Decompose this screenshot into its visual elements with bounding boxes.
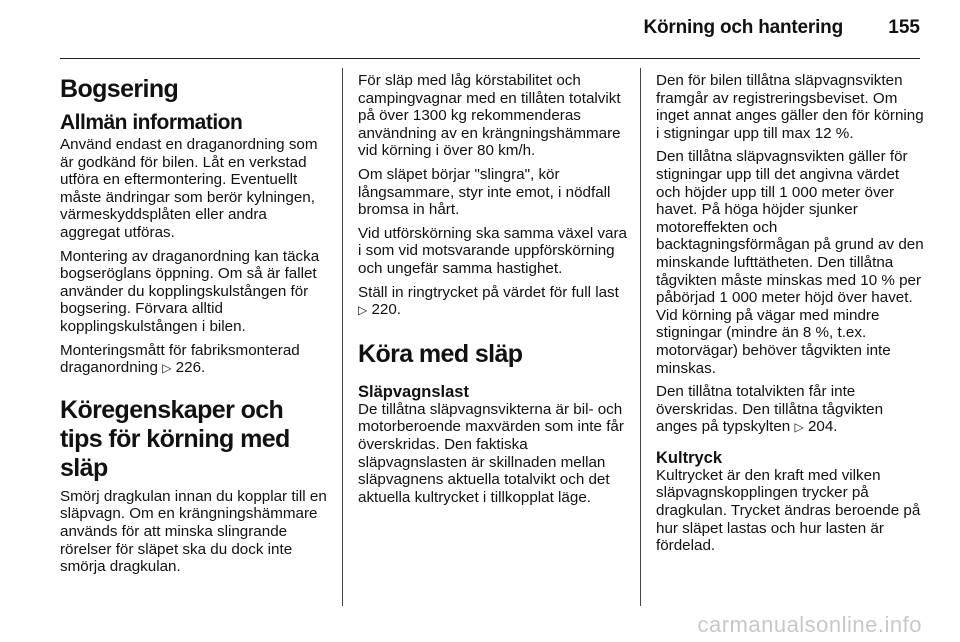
paragraph: Kultrycket är den kraft med vilken släpvagnskopplingen trycker på dragkulan. Trycket ändras beroende på hur släpet lastas och hur lasten är fördelad.	[656, 466, 921, 555]
paragraph: För släp med låg körstabilitet och campingvagnar med en tillåten totalvikt på över 1300 kg rekommenderas användning av en krängningshämmare vid körning i över 80 km/h.	[358, 72, 621, 160]
column-1	[60, 72, 328, 582]
column-3	[656, 72, 926, 561]
paragraph: Använd endast en draganordning som är godkänd för bilen. Låt en verkstad utföra en eftermontering. Eventuellt måste ändringar som berör kylningen, värmeskyddsplåten eller andra aggregat utföras.	[60, 136, 318, 241]
paragraph-with-reference	[358, 284, 632, 320]
column-divider-1	[342, 68, 343, 606]
column-divider-2	[640, 68, 641, 606]
page-reference-arrow-icon: ▷	[358, 303, 368, 318]
subheading-slapvagnslast: Släpvagnslast	[358, 382, 469, 401]
paragraph-text: Den tillåtna totalvikten får inte överskridas. Den tillåtna tågvikten anges på typskylten	[656, 383, 884, 436]
paragraph-text: Monteringsmått för fabriksmonterad draganordning	[60, 341, 300, 377]
page-number: 155	[888, 17, 920, 38]
header-divider	[60, 58, 920, 59]
paragraph-text: Ställ in ringtrycket på värdet för full last	[358, 283, 619, 301]
running-head-title: Körning och hantering	[643, 17, 843, 38]
paragraph: Om släpet börjar "slingra", kör långsammare, styr inte emot, i nödfall bromsa in hårt.	[358, 165, 611, 219]
paragraph-with-reference	[60, 342, 328, 378]
page-reference[interactable]: 204.	[807, 418, 838, 436]
page-reference[interactable]: 220.	[371, 301, 402, 319]
section-heading-koregenskaper: Köregenskaper och tips för körning med släp	[60, 395, 290, 482]
paragraph: Den tillåtna släpvagnsvikten gäller för stigningar upp till det angivna värdet och höjder upp till 1 000 meter över havet. På höga höjder sjunker motoreffekten och backtagningsförmågan på grund av den minskande lufttätheten. Den tillåtna tågvikten måste minskas med 10 % per påbörjad 1 000 meter höjd över havet. Vid körning på vägar med mindre stigningar (mindre än 8 %, t.ex. motorvägar) behöver tågvikten inte minskas.	[656, 148, 924, 377]
subheading-kultryck: Kultryck	[656, 448, 723, 467]
section-heading-bogsering: Bogsering	[60, 75, 179, 103]
column-2	[358, 72, 632, 512]
paragraph: Vid utförskörning ska samma växel vara i som vid motsvarande uppförskörning och ungefär samma hastighet.	[358, 224, 627, 277]
paragraph: Den för bilen tillåtna släpvagnsvikten framgår av registreringsbeviset. Om inget annat anges gäller den för körning i stigningar upp till max 12 %.	[656, 72, 924, 142]
subheading-allman-information: Allmän information	[60, 111, 243, 134]
paragraph: Montering av draganordning kan täcka bogseröglans öppning. Om så är fallet använder du kopplingskulstången för bogsering. Förvara alltid kopplingskulstången i bilen.	[60, 247, 320, 335]
paragraph-with-reference	[656, 383, 926, 437]
page-reference-arrow-icon: ▷	[794, 420, 804, 435]
page-reference-arrow-icon: ▷	[162, 361, 172, 376]
paragraph: Smörj dragkulan innan du kopplar till en släpvagn. Om en krängningshämmare används för att minska slingrande rörelser för släpet ska du dock inte smörja dragkulan.	[60, 487, 327, 576]
paragraph: De tillåtna släpvagnsvikterna är bil- och motorberoende maxvärden som inte får överskridas. Den faktiska släpvagnslasten är skillnaden mellan släpvagnens aktuella totalvikt och det aktuella kultrycket i tillkopplat läge.	[358, 400, 624, 506]
page-reference[interactable]: 226.	[175, 359, 206, 377]
section-heading-kora-med-slap: Köra med släp	[358, 339, 523, 368]
watermark-text: carmanualsonline.info	[697, 612, 922, 637]
